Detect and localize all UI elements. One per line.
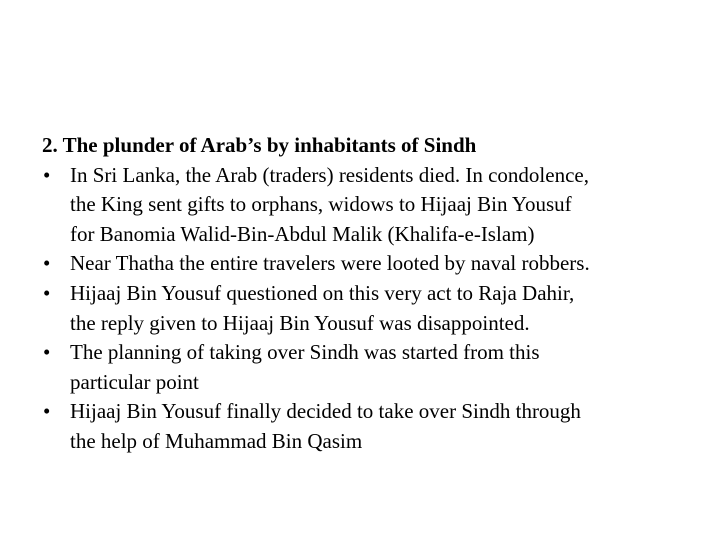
bullet-line: Near Thatha the entire travelers were looted by naval robbers. — [70, 251, 590, 276]
bullet-line: the help of Muhammad Bin Qasim — [70, 428, 363, 453]
bullet-icon: • — [43, 162, 51, 187]
bullet-line: Hijaaj Bin Yousuf questioned on this very act to Raja Dahir, — [70, 280, 575, 305]
bullet-item — [42, 161, 682, 250]
bullet-icon: • — [43, 251, 51, 276]
bullet-line: Hijaaj Bin Yousuf finally decided to take over Sindh through — [70, 399, 581, 424]
bullet-line: the reply given to Hijaaj Bin Yousuf was disappointed. — [70, 310, 530, 335]
bullet-icon: • — [43, 280, 51, 305]
bullet-line: particular point — [70, 369, 199, 394]
bullet-line: In Sri Lanka, the Arab (traders) residents died. In condolence, — [70, 162, 589, 187]
bullet-icon: • — [43, 340, 51, 365]
slide-content — [42, 131, 682, 457]
bullet-line: for Banomia Walid-Bin-Abdul Malik (Khalifa-e-Islam) — [70, 221, 535, 246]
bullet-item — [42, 279, 682, 338]
bullet-line: the King sent gifts to orphans, widows to Hijaaj Bin Yousuf — [70, 192, 572, 217]
bullet-item — [42, 338, 682, 397]
bullet-item — [42, 397, 682, 456]
bullet-item — [42, 249, 682, 279]
bullet-line: The planning of taking over Sindh was started from this — [70, 340, 540, 365]
slide-heading: 2. The plunder of Arab’s by inhabitants of Sindh — [42, 133, 477, 157]
bullet-icon: • — [43, 399, 51, 424]
bullet-list — [42, 161, 682, 457]
